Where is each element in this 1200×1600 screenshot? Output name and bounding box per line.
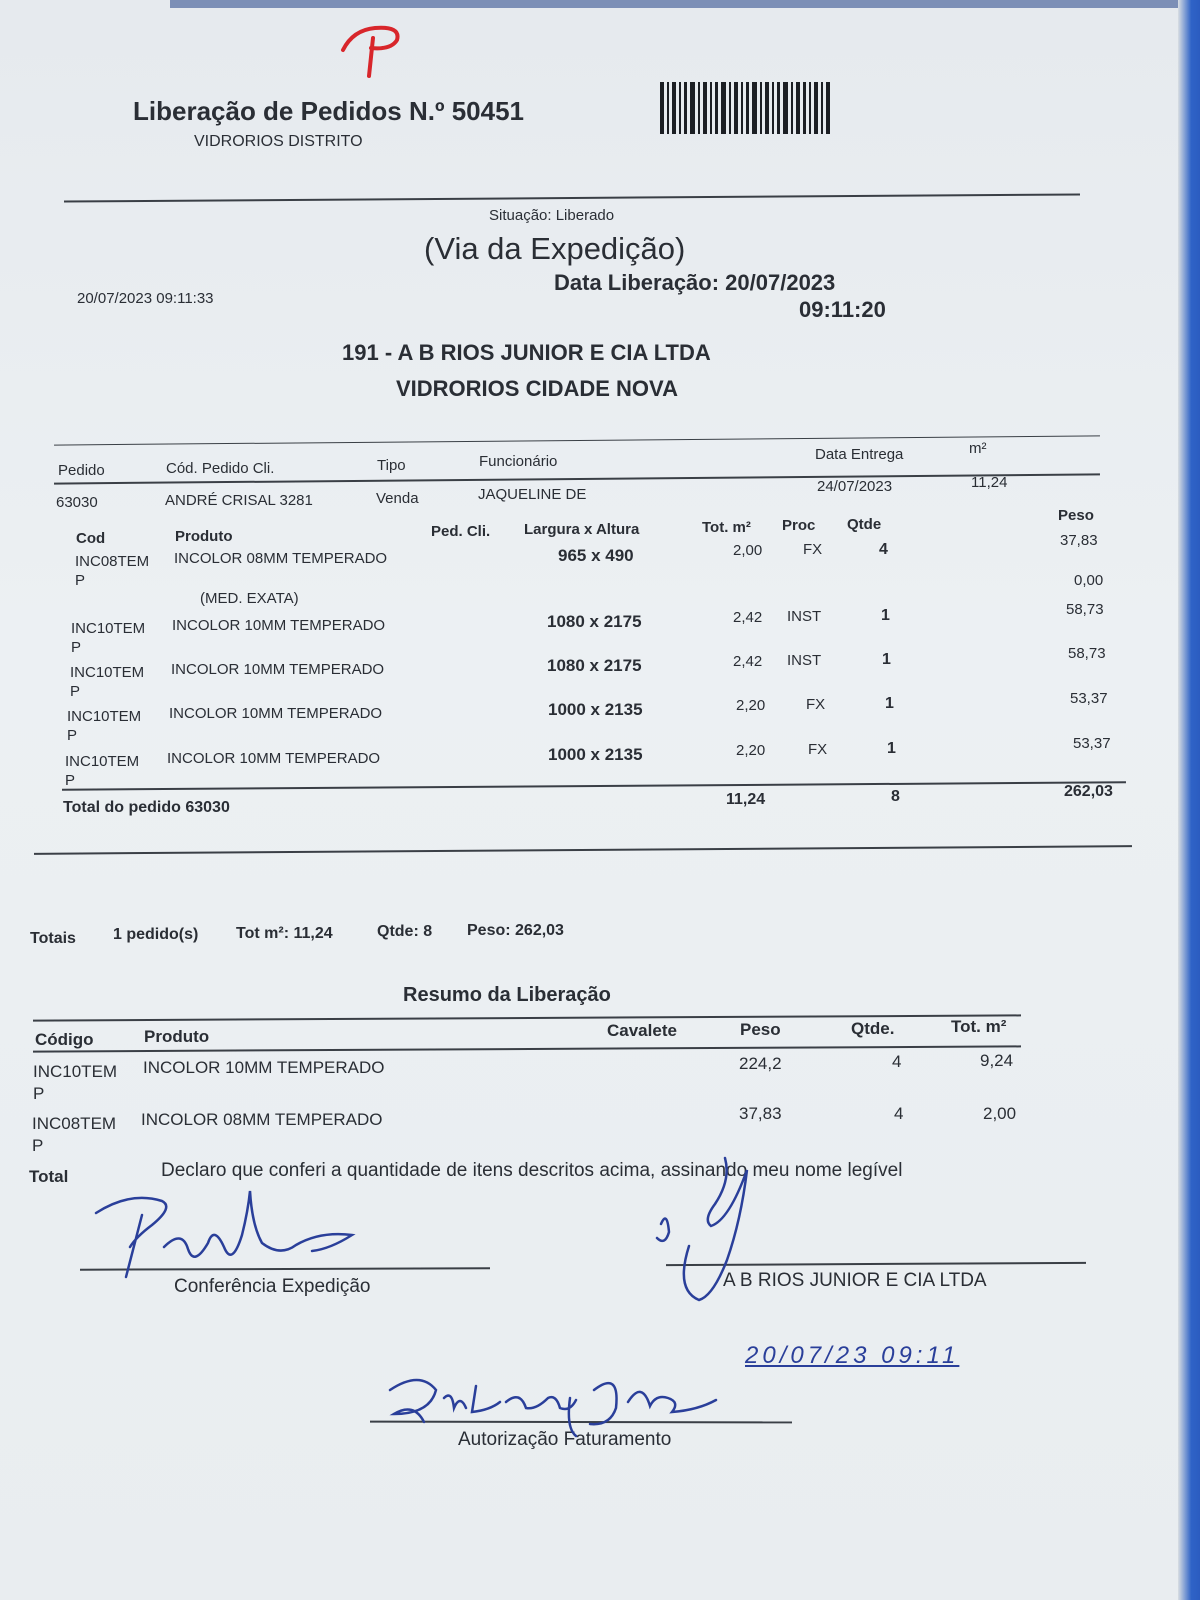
item-peso: 53,37 [1073, 735, 1111, 752]
item-qtde: 1 [887, 740, 896, 757]
summary-row-product: INCOLOR 10MM TEMPERADO [143, 1058, 385, 1077]
col-tipo: Tipo [377, 457, 406, 474]
copy-type: (Via da Expedição) [424, 231, 686, 266]
item-col-produto: Produto [175, 528, 233, 545]
summary-row-qtde: 4 [894, 1104, 904, 1123]
order-employee: JAQUELINE DE [478, 486, 587, 503]
summary-col-tot: Tot. m² [951, 1017, 1007, 1036]
col-m2: m² [969, 440, 987, 457]
handwritten-signature-right [655, 1150, 785, 1310]
item-dimensions: 965 x 490 [558, 546, 634, 565]
summary-row-code: INC08TEM [32, 1114, 117, 1133]
summary-col-cavalete: Cavalete [607, 1021, 677, 1040]
col-cod-cli: Cód. Pedido Cli. [166, 460, 275, 477]
item-qtde: 1 [882, 651, 891, 668]
summary-total-label: Total [29, 1167, 69, 1186]
item-col-dim: Largura x Altura [524, 521, 640, 538]
item-col-cod: Cod [76, 530, 106, 547]
order-number: 63030 [56, 494, 98, 511]
order-delivery-date: 24/07/2023 [817, 478, 893, 495]
totals-m2: Tot m²: 11,24 [236, 925, 333, 942]
totals-orders: 1 pedido(s) [113, 926, 199, 943]
order-total-peso: 262,03 [1064, 783, 1113, 800]
handwritten-signature-bottom [380, 1350, 730, 1440]
item-tot-m2: 2,00 [733, 542, 763, 559]
item-code-suffix: P [71, 639, 82, 656]
order-total-label: Total do pedido 63030 [63, 799, 230, 816]
signature-label-right: A B RIOS JUNIOR E CIA LTDA [723, 1270, 987, 1291]
summary-title: Resumo da Liberação [403, 984, 611, 1006]
red-check-mark [335, 20, 415, 80]
item-tot-m2: 2,42 [733, 609, 763, 626]
signature-label-left: Conferência Expedição [174, 1276, 371, 1297]
summary-col-qtde: Qtde. [851, 1019, 895, 1038]
summary-row-peso: 37,83 [739, 1104, 782, 1123]
item-col-tot: Tot. m² [702, 519, 751, 536]
item-qtde: 4 [879, 541, 888, 558]
order-top-line [54, 435, 1100, 445]
item-product: INCOLOR 10MM TEMPERADO [172, 617, 386, 634]
release-date: Data Liberação: 20/07/2023 [554, 270, 836, 295]
item-qtde: 1 [881, 607, 890, 624]
item-col-proc: Proc [782, 517, 816, 534]
item-proc: INST [787, 608, 822, 625]
order-type: Venda [376, 490, 419, 507]
order-section-divider [34, 845, 1132, 855]
item-product: INCOLOR 10MM TEMPERADO [167, 750, 381, 767]
summary-col-codigo: Código [35, 1030, 94, 1049]
summary-row-peso: 224,2 [739, 1054, 782, 1073]
summary-row-qtde: 4 [892, 1052, 902, 1071]
item-peso: 37,83 [1060, 532, 1098, 549]
client-name: 191 - A B RIOS JUNIOR E CIA LTDA [342, 340, 711, 365]
item-code-suffix: P [70, 683, 81, 700]
item-code-suffix: P [67, 727, 78, 744]
item-proc: FX [808, 741, 828, 758]
item-col-qtde: Qtde [847, 516, 882, 533]
handwritten-signature-left [90, 1185, 360, 1285]
item-tot-m2: 2,20 [736, 697, 766, 714]
item-proc: INST [787, 652, 822, 669]
barcode [660, 82, 840, 134]
totals-peso: Peso: 262,03 [467, 922, 564, 939]
item-code: INC10TEM [65, 753, 140, 770]
col-pedido: Pedido [58, 462, 105, 479]
item-product: INCOLOR 08MM TEMPERADO [174, 550, 388, 567]
col-data-entrega: Data Entrega [815, 446, 904, 463]
background-edge [1178, 0, 1200, 1600]
item-product: INCOLOR 10MM TEMPERADO [169, 705, 383, 722]
summary-row-product: INCOLOR 08MM TEMPERADO [141, 1110, 383, 1129]
item-peso: 53,37 [1070, 690, 1108, 707]
page-title: Liberação de Pedidos N.º 50451 [133, 96, 524, 126]
order-total-m2: 11,24 [726, 791, 766, 808]
company-name: VIDRORIOS DISTRITO [194, 133, 363, 150]
item-code: INC10TEM [71, 620, 146, 637]
summary-row-code: INC10TEM [33, 1062, 118, 1081]
order-total-line [62, 781, 1126, 790]
summary-row-code-suffix: P [32, 1136, 44, 1155]
item-proc: FX [803, 541, 823, 558]
item-col-ped-cli: Ped. Cli. [431, 523, 491, 540]
summary-col-produto: Produto [144, 1027, 210, 1046]
item-dimensions: 1000 x 2135 [548, 745, 643, 764]
item-tot-m2: 2,20 [736, 742, 766, 759]
page-top-edge [170, 0, 1180, 8]
declaration-text: Declaro que conferi a quantidade de itens descritos acima, assinando meu nome legível [161, 1160, 903, 1181]
item-dimensions: 1080 x 2175 [547, 656, 642, 675]
order-m2: 11,24 [971, 474, 1008, 491]
item-peso: 58,73 [1066, 601, 1104, 618]
summary-row-tot: 9,24 [980, 1051, 1014, 1070]
summary-row-tot: 2,00 [983, 1104, 1017, 1123]
client-branch: VIDRORIOS CIDADE NOVA [396, 376, 678, 401]
order-total-qtde: 8 [891, 788, 900, 805]
item-col-peso: Peso [1058, 507, 1094, 524]
item-qtde: 1 [885, 695, 894, 712]
item-dimensions: 1080 x 2175 [547, 612, 642, 631]
signature-label-bottom: Autorização Faturamento [458, 1429, 672, 1450]
item-code: INC10TEM [67, 708, 142, 725]
handwritten-datetime: 20/07/23 09:11 [745, 1342, 960, 1369]
totals-label: Totais [30, 930, 76, 947]
item-note-peso: 0,00 [1074, 572, 1104, 589]
item-code-suffix: P [75, 572, 86, 589]
item-peso: 58,73 [1068, 645, 1106, 662]
col-funcionario: Funcionário [479, 453, 558, 470]
item-code: INC08TEM [75, 553, 150, 570]
header-divider [64, 193, 1080, 202]
release-time: 09:11:20 [799, 297, 886, 322]
item-proc: FX [806, 696, 826, 713]
status-label: Situação: Liberado [489, 207, 615, 224]
summary-row-code-suffix: P [33, 1084, 45, 1103]
item-note: (MED. EXATA) [200, 590, 299, 607]
item-dimensions: 1000 x 2135 [548, 700, 643, 719]
totals-qtde: Qtde: 8 [377, 923, 433, 940]
item-tot-m2: 2,42 [733, 653, 763, 670]
item-code: INC10TEM [70, 664, 145, 681]
item-product: INCOLOR 10MM TEMPERADO [171, 661, 385, 678]
summary-col-peso: Peso [740, 1020, 781, 1039]
item-code-suffix: P [65, 772, 76, 789]
order-client-code: ANDRÉ CRISAL 3281 [165, 492, 313, 509]
printed-datetime: 20/07/2023 09:11:33 [77, 290, 214, 307]
